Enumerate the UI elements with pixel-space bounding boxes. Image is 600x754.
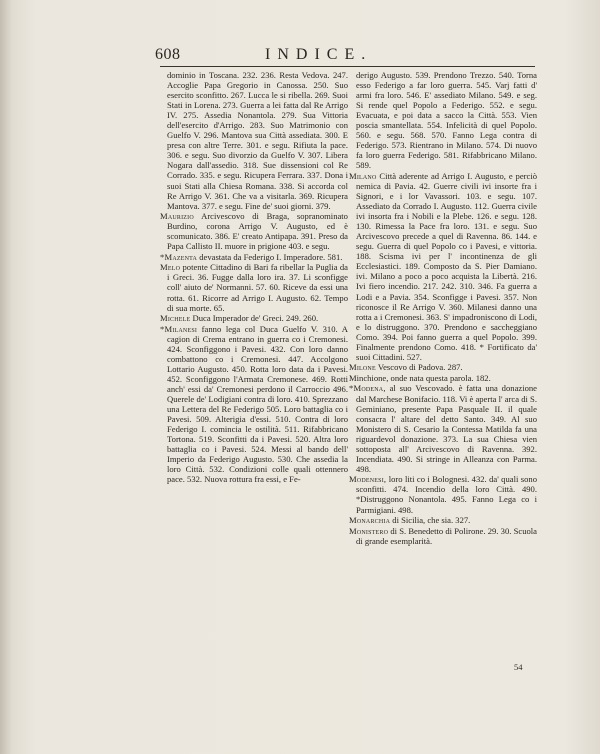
index-entry-text: dominio in Toscana. 232. 236. Resta Vedova. 247. Accoglie Papa Gregorio in Canossa. 250. Suo esercito sconfitto. 267. Lucca le si ribella. 269. Suoi Stati in Lorena. 273. Guerra a lei fatta dal Re Arrigo IV. 275. Assedia Nonantola. 279. Sua Vittoria dell'esercito d'Arrigo. 283. Suo Matrimonio con Guelfo V. 296. Mantova sua Città assediata. 300. E presa con altre Terre. 301. e segu. Rifiuta la pace. 306. e segu. Suo divorzio da Guelfo V. 307. Libera Nogara dall'assedio. 318. Sue dissensioni col Re Corrado. 335. e segu. Ricupera Ferrara. 337. Dona i suoi Stati alla Chiesa Romana. 338. Si accorda col Re Arrigo V. 361. Che va a visitarla. 369. Ricupera Mantova. 377. e segu. Fine de' suoi giorni. 379. [167, 70, 348, 211]
index-entry [349, 171, 537, 362]
index-entry-text: di S. Benedetto di Polirone. 29. 30. Scuola di grande esemplarità. [356, 525, 537, 546]
index-entry [160, 252, 348, 262]
index-entry-headword: *Milanesi [160, 323, 198, 334]
index-entry [160, 324, 348, 485]
index-entry-text: loro liti co i Bolognesi. 432. da' quali sono sconfitti. 474. Incendio della loro Città. 490. *Distruggono Nonantola. 495. Fanno Lega co i Parmigiani. 498. [356, 474, 537, 515]
catchword: 54 [514, 662, 523, 672]
index-entry-headword: Modenesi, [349, 474, 387, 485]
index-entry [160, 262, 348, 312]
index-entry [349, 526, 537, 546]
index-entry-text: di Sicilia, che sia. 327. [392, 515, 471, 526]
index-entry-text: potente Cittadino di Bari fa ribellar la Puglia da i Greci. 36. Fugge dalla loro ira. 37. Li sconfigge coll' aiuto de' Normanni. 57. 60. Riceve da essi una rotta. 61. Ricorre ad Arrigo I. Augusto. 62. Tempo di sua morte. 65. [167, 262, 348, 313]
index-entry-headword: Melo [160, 262, 181, 273]
index-entry-text: Vescovo di Padova. 287. [377, 362, 463, 373]
index-entry-headword: Milone [349, 362, 376, 373]
index-entry-text: al suo Vescovado. è fatta una donazione dal Marchese Bonifacio. 118. Vi è aperta l' arca di S. Geminiano, presente Papa Pasquale II. il quale consacra l' altare del detto Santo. 349. Al suo Monistero di S. Cesario la Contessa Matilda fa una riguardevol donazione. 373. La sua Chiesa vien sottoposta all' Arcivescovo di Ravenna. 392. Incendiata. 490. Si stringe in Alleanza con Parma. 498. [356, 383, 537, 474]
index-entry-headword: Milano [349, 170, 377, 181]
index-entry-headword: *Mazenta [160, 251, 198, 262]
index-entry [349, 474, 537, 514]
index-entry-text: Arcivescovo di Braga, sopranominato Burdino, corona Arrigo V. Augusto, ed è scomunicato. 386. E' creato Antipapa. 391. Preso da Papa Callisto II. muore in prigione 403. e segu. [167, 211, 348, 252]
page-fold-shadow [0, 0, 12, 754]
index-entry-text: derigo Augusto. 539. Prendono Trezzo. 540. Torna esso Federigo a far loro guerra. 545. Varj fatti d' armi fra loro. 546. E' assediato Milano. 549. e seg. Si rende quel Popolo a Federigo. 552. e segu. Evacuata, e poi data a sacco la Città. 553. Vien poscia smantellata. 554. Infelicità di quel Popolo. 560. e segu. 568. 570. Fanno Lega contra di Federigo. 573. Rientrano in Milano. 574. Di nuovo fa loro guerra Federigo. 581. Rifabbricano Milano. 589. [356, 70, 537, 171]
index-entry [160, 70, 348, 211]
index-entry-text: Città aderente ad Arrigo I. Augusto, e perciò nemica di Pavia. 42. Guerre civili ivi insorte fra i Signori, e i lor Vavassori. 103. e segu. 107. Assediato da Corrado I. Augusto. 112. Guerra civile ivi insorta fra i Nobili e la Plebe. 126. e segu. 128. 130. Rimessa la Pace fra loro. 131. e segu. Suo Arcivescovo precede a quel di Ravenna. 86. 144. e segu. Guerra di quel Popolo co i Pavesi, e vittoria. 188. Scisma ivi per l' incontinenza de gli Ecclesiastici. 189. Composto da S. Pier Damiano. ivi. Milano a poco a poco acquista la Libertà. 216. Ivi fiero incendio. 217. 242. 310. 346. Fa guerra a Lodi e a Pavia. 354. Sconfigge i Pavesi. 357. Non riconosce il Re Arrigo V. 360. Milanesi danno una rotta a i Cremonesi. 363. S' impadroniscono di Lodi, e lo distruggono. 370. Prendono e saccheggiano Como. 394. Poi fanno guerra a quel Popolo. 399. Finalmente prendono Como. 418. * Fortificato da' suoi Cittadini. 527. [356, 170, 537, 362]
index-entry [349, 383, 537, 473]
index-entry [349, 70, 537, 170]
index-entry-headword: Monarchia [349, 515, 391, 526]
index-entry-headword: Michele [160, 313, 191, 324]
index-entry-text: Duca Imperador de' Greci. 249. 260. [192, 313, 319, 324]
index-entry [160, 211, 348, 251]
header-rule [160, 66, 535, 67]
index-column-right [349, 70, 537, 546]
index-entry-headword: Monistero [349, 525, 389, 536]
index-entry [349, 515, 537, 525]
index-entry [160, 313, 348, 323]
page-number: 608 [155, 46, 181, 63]
index-entry-text: fanno lega col Duca Guelfo V. 310. A cagion di Crema entrano in guerra co i Cremonesi. 424. Sconfiggono i Pavesi. 432. Con loro danno combattono co i Cremonesi. 447. Accolgono Lottario Augusto. 450. Rotta loro data da i Pavesi. 452. Sconfiggono l'Armata Cremonese. 469. Rotti anch' essi da' Cremonesi perdono il Carroccio 496. Querele de' Lodigiani contra di loro. 410. Sprezzano una Lettera del Re Federigo 505. Loro battaglia co i Pavesi. 509. Alterigia d'essi. 510. Contra di loro Federigo I. comincia le ostilità. 511. Rifabbricano Tortona. 519. Sconfitti da i Pavesi. 520. Altra loro battaglia co i Pavesi. 524. Messi al bando dell' Imperio da Federigo Augusto. 530. Che assedia la loro Città. 532. Condizioni colle quali ottennero pace. 532. Nuova rottura fra essi, e Fe- [167, 323, 348, 485]
running-title: INDICE. [265, 46, 373, 63]
index-entry [349, 373, 537, 383]
index-entry [349, 362, 537, 372]
index-entry-headword: Maurizio [160, 211, 194, 222]
index-entry-text: Minchione, onde nata questa parola. 182. [349, 372, 491, 383]
index-column-left [160, 70, 348, 485]
index-entry-headword: *Modena, [349, 383, 386, 394]
index-entry-text: devastata da Federigo I. Imperadore. 581. [199, 251, 343, 262]
page-header [155, 46, 535, 68]
